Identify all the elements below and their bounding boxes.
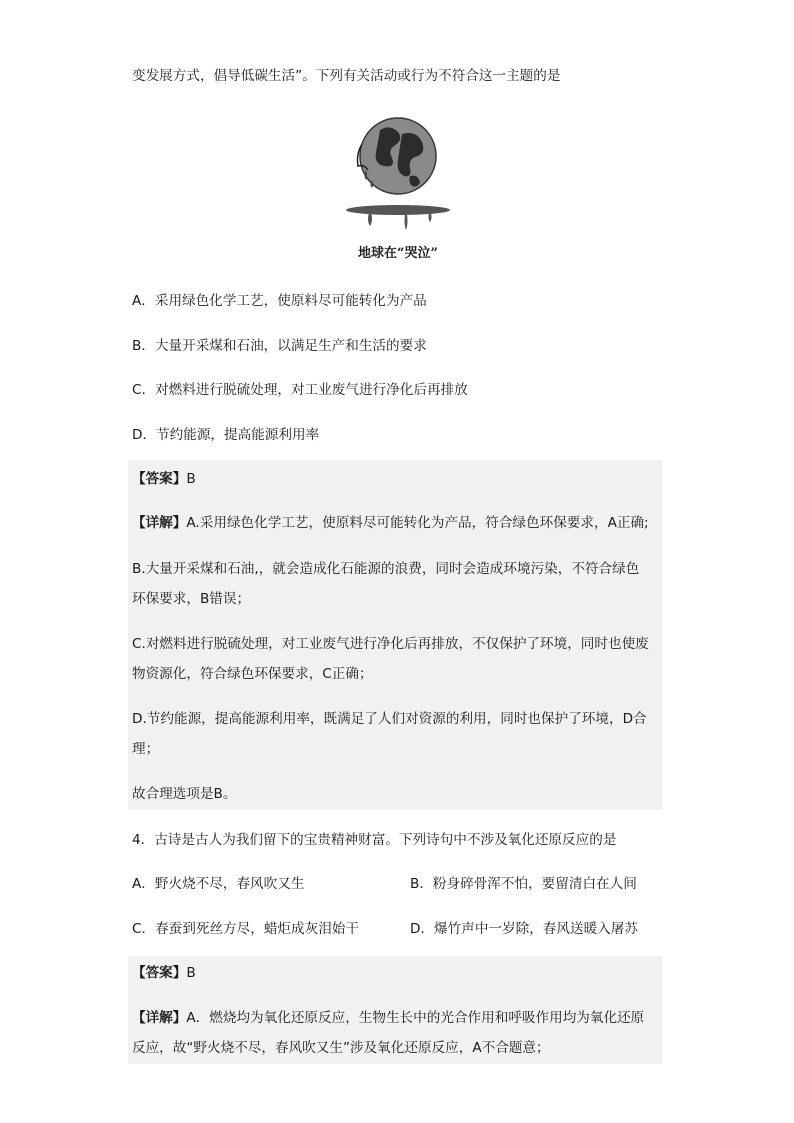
q3-answer — [132, 469, 196, 489]
q4-option-c: C．春蚕到死丝方尽，蜡炬成灰泪始干 — [132, 921, 359, 937]
q3-detail-line-7: 理； — [132, 741, 160, 757]
q3-detail-line-8: 故合理选项是B。 — [132, 786, 237, 802]
intro-line: 变发展方式，倡导低碳生活”。下列有关活动或行为不符合这一主题的是 — [132, 68, 561, 84]
q4-option-b: B．粉身碎骨浑不怕，要留清白在人间 — [410, 876, 637, 892]
q4-detail-line-1 — [132, 1008, 644, 1028]
q3-detail-line-2: B.大量开采煤和石油,，就会造成化石能源的浪费，同时会造成环境污染，不符合绿色 — [132, 561, 640, 577]
q3-option-c: C．对燃料进行脱硫处理，对工业废气进行净化后再排放 — [132, 382, 468, 398]
crying-earth-illustration — [340, 110, 460, 260]
detail-tag: 【详解】 — [132, 1010, 187, 1026]
answer-tag: 【答案】 — [132, 965, 187, 981]
q3-detail-line-4: C.对燃料进行脱硫处理，对工业废气进行净化后再排放，不仅保护了环境，同时也使废 — [132, 636, 649, 652]
answer-value: B — [186, 471, 196, 487]
q4-option-d: D．爆竹声中一岁除，春风送暖入屠苏 — [410, 921, 638, 937]
q3-option-d: D．节约能源，提高能源利用率 — [132, 427, 320, 443]
q3-detail-line-3: 环保要求，B错误； — [132, 591, 251, 607]
q3-detail-line-5: 物资源化，符合绿色环保要求，C正确； — [132, 666, 373, 682]
detail-text: A.采用绿色化学工艺，使原料尽可能转化为产品，符合绿色环保要求，A正确; — [186, 515, 649, 531]
q3-detail-line-1 — [132, 513, 649, 533]
q4-answer — [132, 963, 196, 983]
q4-stem: 4．古诗是古人为我们留下的宝贵精神财富。下列诗句中不涉及氧化还原反应的是 — [132, 832, 617, 848]
detail-tag: 【详解】 — [132, 515, 187, 531]
detail-text: A．燃烧均为氧化还原反应，生物生长中的光合作用和呼吸作用均为氧化还原 — [186, 1010, 645, 1026]
q3-option-b: B．大量开采煤和石油，以满足生产和生活的要求 — [132, 338, 427, 354]
q3-option-a: A．采用绿色化学工艺，使原料尽可能转化为产品 — [132, 293, 427, 309]
q4-option-a: A．野火烧不尽，春风吹又生 — [132, 876, 305, 892]
answer-tag: 【答案】 — [132, 471, 187, 487]
answer-value: B — [186, 965, 196, 981]
q3-detail-line-6: D.节约能源，提高能源利用率，既满足了人们对资源的利用，同时也保护了环境，D合 — [132, 711, 647, 727]
q4-detail-line-2: 反应，故“野火烧不尽，春风吹又生”涉及氧化还原反应，A不合题意； — [132, 1040, 550, 1056]
figure-caption: 地球在“哭泣” — [358, 246, 438, 261]
